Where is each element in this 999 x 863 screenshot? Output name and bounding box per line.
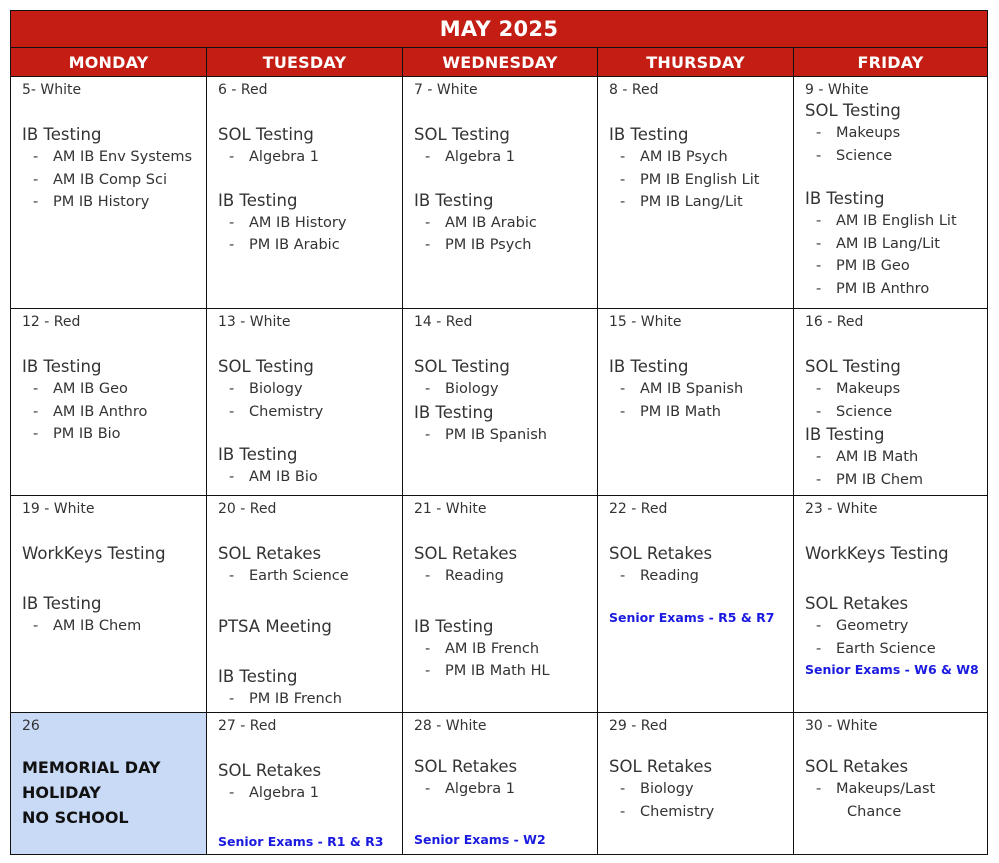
event-item: - Biology bbox=[620, 781, 694, 797]
event-item: - AM IB Comp Sci bbox=[33, 171, 168, 188]
event-item: - Algebra 1 bbox=[229, 785, 319, 801]
event-item: - PM IB Lang/Lit bbox=[620, 194, 743, 210]
senior-exams-note: Senior Exams - W2 bbox=[414, 832, 546, 847]
event-item: - Makeups bbox=[816, 381, 901, 397]
header-friday: FRIDAY bbox=[857, 52, 924, 72]
event-section: IB Testing bbox=[218, 190, 298, 210]
day-cell bbox=[403, 77, 598, 308]
day-cell bbox=[598, 77, 794, 308]
event-item: - Algebra 1 bbox=[425, 149, 515, 165]
day-date: 23 - White bbox=[805, 501, 878, 517]
event-item-continued: Chance bbox=[847, 803, 902, 820]
event-section: WorkKeys Testing bbox=[805, 544, 949, 563]
event-section: SOL Retakes bbox=[414, 544, 518, 563]
event-item: - Reading bbox=[425, 568, 504, 584]
event-item: - PM IB Math bbox=[620, 403, 721, 420]
event-item: - Earth Science bbox=[229, 568, 349, 584]
event-item: - Biology bbox=[229, 381, 303, 397]
header-tuesday: TUESDAY bbox=[207, 48, 403, 76]
event-section: SOL Retakes bbox=[805, 594, 909, 613]
day-date: 28 - White bbox=[414, 718, 487, 734]
day-cell bbox=[794, 309, 987, 495]
event-section: PTSA Meeting bbox=[218, 616, 332, 636]
event-item: - PM IB Bio bbox=[33, 426, 121, 442]
event-item: - Algebra 1 bbox=[425, 781, 515, 797]
event-item: - Science bbox=[816, 403, 893, 420]
day-date: 9 - White bbox=[805, 82, 869, 98]
event-section: SOL Testing bbox=[805, 101, 901, 120]
event-item: - Science bbox=[816, 147, 893, 164]
event-section: IB Testing bbox=[218, 445, 298, 464]
day-date: 6 - Red bbox=[218, 82, 268, 98]
event-section: IB Testing bbox=[609, 125, 689, 144]
header-wednesday: WEDNESDAY bbox=[403, 48, 598, 76]
weekday-header-row bbox=[11, 48, 987, 77]
event-section: IB Testing bbox=[218, 666, 298, 686]
event-section: IB Testing bbox=[414, 616, 494, 636]
day-date: 13 - White bbox=[218, 314, 291, 330]
week-row bbox=[11, 309, 987, 496]
day-cell bbox=[403, 496, 598, 712]
event-item: - Earth Science bbox=[816, 640, 936, 657]
event-item: - PM IB Psych bbox=[425, 237, 532, 253]
event-item: - PM IB Arabic bbox=[229, 237, 340, 253]
day-cell bbox=[794, 496, 987, 712]
event-item: - AM IB French bbox=[425, 640, 540, 657]
day-cell bbox=[207, 77, 403, 308]
week-row bbox=[11, 496, 987, 713]
event-section: SOL Retakes bbox=[218, 761, 322, 780]
event-item: - Geometry bbox=[816, 618, 909, 634]
day-cell bbox=[11, 77, 207, 308]
event-item: - PM IB English Lit bbox=[620, 171, 760, 188]
day-date: 27 - Red bbox=[218, 718, 277, 734]
event-item: - PM IB Spanish bbox=[425, 426, 547, 443]
day-date: 20 - Red bbox=[218, 501, 277, 517]
event-item: - Biology bbox=[425, 381, 499, 397]
event-item: - AM IB Arabic bbox=[425, 214, 537, 231]
event-section: IB Testing bbox=[805, 189, 885, 208]
event-item: - Algebra 1 bbox=[229, 149, 319, 165]
week-row bbox=[11, 77, 987, 309]
event-section: IB Testing bbox=[609, 357, 689, 376]
event-item: - Chemistry bbox=[229, 403, 324, 420]
day-date: 21 - White bbox=[414, 501, 487, 517]
event-section: SOL Retakes bbox=[218, 544, 322, 563]
holiday-label: NO SCHOOL bbox=[22, 808, 129, 827]
day-cell bbox=[598, 496, 794, 712]
day-cell bbox=[207, 309, 403, 495]
day-date: 30 - White bbox=[805, 718, 878, 734]
event-item: - AM IB Lang/Lit bbox=[816, 235, 940, 252]
event-section: IB Testing bbox=[22, 357, 102, 376]
day-cell bbox=[11, 496, 207, 712]
day-cell bbox=[207, 713, 403, 854]
event-item: - AM IB Spanish bbox=[620, 381, 744, 397]
day-cell bbox=[794, 713, 987, 854]
event-section: SOL Testing bbox=[218, 125, 314, 144]
event-item: - AM IB Geo bbox=[33, 381, 128, 397]
calendar-title: MAY 2025 bbox=[11, 11, 987, 48]
day-date: 12 - Red bbox=[22, 314, 81, 330]
day-date: 7 - White bbox=[414, 82, 478, 98]
event-item: - Makeups/Last bbox=[816, 781, 936, 797]
senior-exams-note: Senior Exams - R5 & R7 bbox=[609, 609, 775, 625]
event-section: IB Testing bbox=[22, 594, 102, 613]
event-section: IB Testing bbox=[414, 190, 494, 210]
day-date: 22 - Red bbox=[609, 501, 668, 517]
event-section: SOL Testing bbox=[414, 357, 510, 376]
event-section: SOL Retakes bbox=[609, 544, 713, 563]
event-section: SOL Retakes bbox=[414, 757, 518, 776]
event-item: - AM IB History bbox=[229, 214, 347, 231]
holiday-label: MEMORIAL DAY bbox=[22, 758, 161, 777]
day-date: 8 - Red bbox=[609, 82, 659, 98]
day-date: 14 - Red bbox=[414, 314, 473, 330]
week-row bbox=[11, 713, 987, 854]
day-cell bbox=[598, 713, 794, 854]
event-section: SOL Testing bbox=[218, 357, 314, 376]
event-section: SOL Retakes bbox=[609, 757, 713, 776]
senior-exams-note: Senior Exams - W6 & W8 bbox=[805, 662, 979, 677]
event-section: IB Testing bbox=[22, 125, 102, 144]
day-cell bbox=[207, 496, 403, 712]
event-item: - AM IB Math bbox=[816, 449, 919, 465]
event-item: - PM IB French bbox=[229, 690, 342, 707]
event-section: IB Testing bbox=[414, 402, 494, 422]
event-item: - PM IB Math HL bbox=[425, 663, 550, 679]
day-date: 29 - Red bbox=[609, 718, 668, 734]
day-date: 26 bbox=[22, 718, 40, 734]
day-cell bbox=[11, 309, 207, 495]
event-item: - PM IB Chem bbox=[816, 471, 924, 488]
header-monday: MONDAY bbox=[11, 48, 207, 76]
event-item: - Chemistry bbox=[620, 803, 715, 820]
header-thursday: THURSDAY bbox=[598, 48, 794, 76]
day-date: 16 - Red bbox=[805, 314, 864, 330]
event-item: - AM IB Bio bbox=[229, 469, 318, 485]
day-cell bbox=[794, 77, 987, 308]
event-section: WorkKeys Testing bbox=[22, 544, 166, 563]
event-section: IB Testing bbox=[805, 425, 885, 444]
event-item: - AM IB English Lit bbox=[816, 213, 957, 229]
event-section: SOL Testing bbox=[805, 357, 901, 376]
event-section: SOL Testing bbox=[414, 125, 510, 144]
event-item: - PM IB Geo bbox=[816, 258, 910, 274]
day-cell-holiday bbox=[11, 713, 207, 854]
holiday-label: HOLIDAY bbox=[22, 783, 101, 802]
day-date: 5- White bbox=[22, 82, 82, 98]
event-item: - Makeups bbox=[816, 125, 901, 141]
senior-exams-note: Senior Exams - R1 & R3 bbox=[218, 834, 384, 849]
day-date: 15 - White bbox=[609, 314, 682, 330]
event-item: - AM IB Anthro bbox=[33, 403, 148, 420]
day-cell bbox=[403, 309, 598, 495]
day-cell bbox=[403, 713, 598, 854]
event-item: - AM IB Env Systems bbox=[33, 149, 193, 165]
event-section: SOL Retakes bbox=[805, 757, 909, 776]
event-item: - PM IB History bbox=[33, 194, 150, 210]
day-date: 19 - White bbox=[22, 501, 95, 517]
event-item: - PM IB Anthro bbox=[816, 280, 930, 297]
day-cell bbox=[598, 309, 794, 495]
calendar-table bbox=[10, 10, 988, 855]
event-item: - Reading bbox=[620, 568, 699, 584]
event-item: - AM IB Psych bbox=[620, 149, 728, 165]
event-item: - AM IB Chem bbox=[33, 618, 142, 634]
